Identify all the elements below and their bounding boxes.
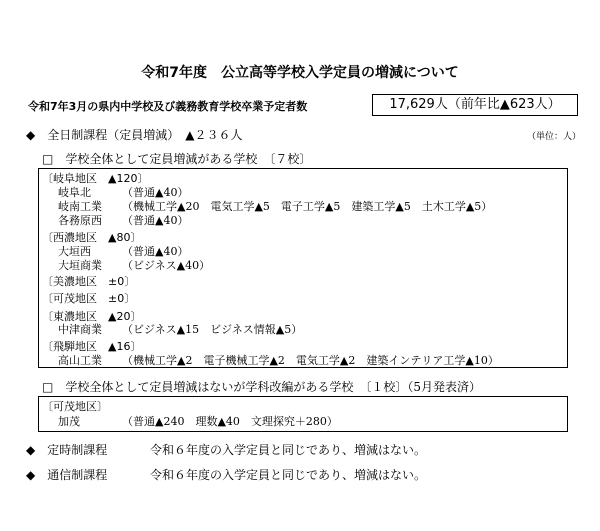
school-name: 中津商業 [58, 323, 102, 336]
fulltime-heading: ◆ 全日制課程（定員増減） ▲２３６人 [26, 128, 243, 142]
school-detail: （普通▲40） [122, 245, 189, 258]
school-detail: （普通▲240 理数▲40 文理探究＋280） [122, 415, 338, 428]
region-kamo: 〔可茂地区 ±0〕 [42, 292, 136, 305]
school-name: 高山工業 [58, 354, 102, 367]
parttime-heading: ◆ 定時制課程 [26, 443, 108, 457]
school-name: 大垣西 [58, 245, 91, 258]
school-name: 加茂 [58, 415, 80, 428]
region-tono: 〔東濃地区 ▲20〕 [42, 310, 142, 323]
region-gifu: 〔岐阜地区 ▲120〕 [42, 172, 149, 185]
parttime-note: 令和６年度の入学定員と同じであり、増減はない。 [150, 443, 427, 457]
unit-note: （単位：人） [527, 132, 582, 142]
sub2-heading: □ 学校全体として定員増減はないが学科改編がある学校 〔１校〕（5月発表済） [42, 380, 481, 394]
correspondence-note: 令和６年度の入学定員と同じであり、増減はない。 [150, 468, 427, 482]
school-name: 各務原西 [58, 214, 102, 227]
school-detail: （機械工学▲2 電子機械工学▲2 電気工学▲2 建築インテリア工学▲10） [122, 354, 499, 367]
graduates-label: 令和7年3月の県内中学校及び義務教育学校卒業予定者数 [28, 100, 308, 113]
region-mino: 〔美濃地区 ±0〕 [42, 275, 136, 288]
school-detail: （機械工学▲20 電気工学▲5 電子工学▲5 建築工学▲5 土木工学▲5） [122, 200, 493, 213]
correspondence-heading: ◆ 通信制課程 [26, 468, 108, 482]
graduates-value: 17,629人（前年比▲623人） [372, 94, 578, 116]
region-hida: 〔飛騨地区 ▲16〕 [42, 340, 142, 353]
school-detail: （普通▲40） [122, 214, 189, 227]
sub1-heading: □ 学校全体として定員増減がある学校 〔７校〕 [42, 152, 312, 166]
school-detail: （ビジネス▲15 ビジネス情報▲5） [122, 323, 303, 336]
school-detail: （普通▲40） [122, 186, 189, 199]
school-name: 岐南工業 [58, 200, 102, 213]
school-name: 大垣商業 [58, 259, 102, 272]
school-name: 岐阜北 [58, 186, 91, 199]
region-kamo-sub2: 〔可茂地区〕 [42, 400, 108, 413]
region-seino: 〔西濃地区 ▲80〕 [42, 231, 142, 244]
page-title: 令和7年度 公立高等学校入学定員の増減について [141, 65, 459, 81]
school-detail: （ビジネス▲40） [122, 259, 211, 272]
